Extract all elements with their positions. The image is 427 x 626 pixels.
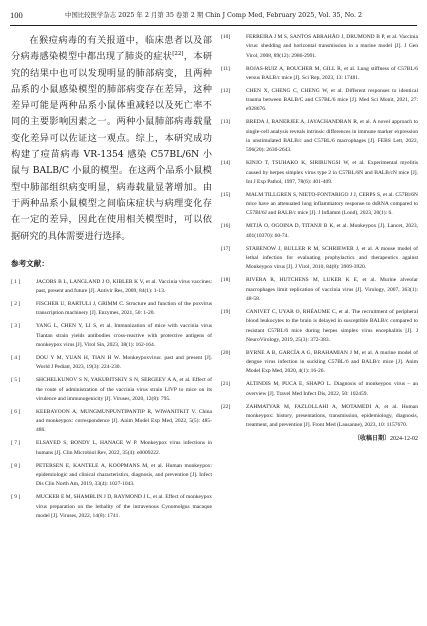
reference-item	[11, 439, 212, 458]
reference-list-right	[221, 33, 418, 431]
reference-item	[11, 408, 212, 436]
reference-item	[221, 308, 418, 345]
reference-text: CHEN X, CHENG C, CHENG W, et al. Different responses to identical trauma between BALB/C and C57BL/6 mice [J]. Med Sci Monit, 2021, 27: e928676.	[246, 87, 418, 113]
reference-item	[221, 87, 418, 115]
reference-number: [21]	[221, 381, 231, 388]
reference-text: ELSAYED S, BONDY L, HANAGE W P. Monkeypox virus infections in humans [J]. Clin Microbiol Rev, 2022, 35(4): e0009222.	[36, 440, 212, 456]
reference-text: PETERSEN E, KANTELE A, KOOPMANS M, et al. Human monkeypox: epidemiologic and clinical characteristics, diagnosis, and prevention [J]. Infect Dis Clin North Am, 2019, 33(4): 1027-1043.	[36, 462, 212, 488]
reference-number: [15]	[221, 191, 231, 198]
reference-item	[221, 159, 418, 187]
body-paragraph	[11, 33, 212, 245]
reference-text: DOU Y M, YUAN H, TIAN H W. Monkeypoxvirus: past and present [J]. World J Pediatr, 2023, 19(3): 224-230.	[36, 355, 212, 371]
reference-number: [12]	[221, 87, 231, 94]
reference-item	[221, 65, 418, 84]
reference-item	[221, 403, 418, 431]
reference-item	[221, 349, 418, 377]
reference-text: STABENOW J, BULLER R M, SCHRIEWER J, et al. A mouse model of lethal infection for evaluating prophylactics and therapeutics against Monkeypox virus [J]. J Virol, 2010, 84(8): 3909-3920.	[246, 245, 418, 271]
received-label: 〔收稿日期〕	[353, 435, 390, 443]
reference-text: YANG L, CHEN Y, LI S, et al. Immunization of mice with vaccinia virus Tiantan strain yields antibodies cross-reactive with protective antigens of monkeypox virus [J]. Virol Sin, 2023, 38(1): 162-164.	[36, 323, 212, 349]
body-text: 在猴痘病毒的有关报道中，临床患者以及部分病毒感染模型中都出现了肺炎的症状	[11, 35, 212, 63]
reference-number: [ 8 ]	[11, 462, 21, 469]
page-number: 100	[10, 10, 23, 20]
reference-text: FERREIRA J M S, SANTOS ABRAHÃO J, DRUMOND B P, et al. Vaccinia virus: shedding and horizontal transmission in a murine model [J]. J Gen Virol, 2008, 89(12): 2986-2991.	[246, 34, 418, 59]
reference-text: ROJAS-RUIZ A, BOUCHER M, GILL R, et al. Lung stiffness of C57BL/6 versus BALB/c mice [J]. Sci Rep, 2023, 13: 17481.	[246, 65, 418, 81]
reference-item	[221, 245, 418, 273]
reference-item	[221, 191, 418, 219]
reference-number: [ 6 ]	[11, 408, 21, 415]
reference-number: [ 4 ]	[11, 355, 21, 361]
reference-text: RIVERA R, HUTCHENS M, LUKER K E, et al. Murine alveolar macrophages limit replication of vaccinia virus [J]. Virology, 2007, 363(1): 48-58.	[246, 277, 418, 302]
reference-text: BREDA J, BANERJEE A, JAYACHANDRAN R, et al. A novel approach to single-cell analysis reveals intrinsic differences in immune marker expression in unstimulated BALB/c and C57BL/6 macrophages [J]. FEBS Lett, 2022, 596(20): 2630-2643.	[246, 119, 418, 154]
reference-number: [20]	[221, 349, 231, 356]
reference-number: [ 1 ]	[11, 278, 21, 285]
reference-text: MUCKER E M, SHAMBLIN J D, RAYMOND J L, et al. Effect of monkeypox virus preparation on the lethality of the intravenous Cynomolgus macaque model [J]. Viruses, 2022, 14(8): 1741.	[36, 494, 212, 519]
journal-title: 中国比较医学杂志 2025 年 2 月第 35 卷第 2 期 Chin J Comp Med, February 2025, Vol. 35, No. 2	[64, 11, 363, 19]
reference-number: [ 7 ]	[11, 440, 21, 447]
reference-text: MALM TILLGREN S, NIETO-FONTARIGO J J, CERPS S, et al. C57Bl/6N mice have an attenuated lung inflammatory response to dsRNA compared to C57Bl/6J and BALB/c mice [J]. J Inflamm (Lond), 2023, 20(1): 6.	[246, 191, 418, 217]
running-header	[10, 8, 417, 24]
reference-item	[11, 278, 212, 297]
reference-number: [22]	[221, 403, 231, 410]
reference-text: ALTINDIS M, PUCA E, SHAPO L. Diagnosis of monkeypox virus – an overview [J]. Travel Med Infect Dis, 2022, 50: 102459.	[246, 381, 418, 397]
reference-number: [19]	[221, 308, 231, 315]
reference-text: KEEBAYOON A, MUNGMUNPUNTIPANTIP R, WIWANITKIT V. China and monkeypox: correspondence [J]. Anim Model Exp Med, 2022, 5(5): 485-486.	[36, 408, 212, 434]
reference-number: [ 9 ]	[11, 494, 21, 501]
header-rule	[10, 25, 417, 26]
reference-text: FISCHER U, BARTULI J, GRIMM C. Structure and function of the poxvirus transcription machinery [J]. Enzymes, 2021, 50: 1-20.	[36, 301, 212, 317]
left-column	[11, 33, 212, 525]
reference-number: [ 5 ]	[11, 377, 21, 384]
reference-list-left	[11, 278, 212, 521]
received-date: 2024-12-02	[390, 436, 418, 443]
received-date-line	[221, 433, 418, 442]
reference-number: [16]	[221, 223, 231, 230]
reference-item	[221, 33, 418, 61]
reference-number: [11]	[221, 65, 230, 72]
reference-number: [18]	[221, 277, 231, 284]
reference-item	[11, 322, 212, 350]
reference-text: BYRNE A B, GARCÍA A G, BRAHAMIAN J M, et al. A murine model of dengue virus infection in suckling C57BL/6 and BALB/c mice [J]. Anim Model Exp Med, 2020, 4(1): 16-26.	[246, 349, 418, 375]
reference-text: KINJO T, TSUHAKO K, SIRIRUNGSI W, et al. Experimental myelitis caused by herpes simplex virus type 2 in C57BL/6N and BALB/cN mice [J]. Int J Exp Pathol, 1997, 78(6): 401-409.	[246, 160, 418, 185]
reference-item	[221, 222, 418, 241]
reference-text: JACOBS B L, LANGLAND J O, KIBLER K V, et al. Vaccinia virus vaccines: past, present and future [J]. Antivir Res, 2009, 84(1): 1-13.	[36, 278, 212, 295]
reference-item	[11, 462, 212, 490]
reference-item	[11, 354, 212, 373]
reference-item	[11, 300, 212, 319]
reference-item	[221, 380, 418, 399]
right-column	[221, 33, 418, 442]
reference-text: MITJÀ O, OGOINA D, TITANJI B K, et al. Monkeypox [J]. Lancet, 2023, 401(10370): 60-74.	[246, 223, 418, 239]
reference-item	[221, 118, 418, 155]
reference-item	[221, 276, 418, 304]
reference-number: [13]	[221, 119, 231, 126]
body-text-continued: ，本研究的结果中也可以发现明显的肺部病变，且两种品系的小鼠感染模型的肺部病变存在差异，这种差异可能是两种品系小鼠体重减轻以及死亡率不同的主要影响因素之一。两种小鼠肺部病毒载量变化差异可以佐证这一观点。综上，本研究成功构建了痘苗病毒 VR-1354 感染 C57BL/6N 小鼠与 BALB/C 小鼠的模型。在这两个品系小鼠模型中肺部组织病变明显，病毒载量显著增加。由于两种品系小鼠模型之间临床症状与病理变化存在一定的差异，因此在使用相关模型时，可以依据研究的具体需要进行选择。	[11, 51, 213, 242]
reference-item	[11, 493, 212, 521]
reference-item	[11, 376, 212, 404]
reference-text: ZAHMATYAR M, FAZLOLLAHI A, MOTAMEDI A, et al. Human monkeypox: history, presentations, transmission, epidemiology, diagnosis, treatment, and prevention [J]. Front Med (Lausanne), 2023, 10: 1157670.	[246, 403, 418, 429]
citation-superscript: [22]	[172, 51, 184, 58]
reference-text: SHCHELKUNOV S N, YAKUBITSKIY S N, SERGEEV A A, et al. Effect of the route of administration of the vaccinia virus strain LIVP to mice on its virulence and immunogenicity [J]. Viruses, 2020, 12(8): 795.	[36, 377, 212, 402]
reference-number: [ 3 ]	[11, 323, 21, 330]
reference-number: [17]	[221, 245, 231, 252]
reference-number: [14]	[221, 160, 231, 167]
references-heading: 参考文献：	[11, 258, 49, 268]
reference-text: CANIVET C, UYAR O, RHÉAUME C, et al. The recruitment of peripheral blood leukocytes to the brain is delayed in susceptible BALB/c compared to resistant C57BL/6 mice during herpes simplex virus encephalitis [J]. J NeuroVirology, 2019, 25(3): 372-383.	[246, 308, 418, 343]
reference-number: [10]	[221, 34, 231, 40]
reference-number: [ 2 ]	[11, 301, 21, 308]
